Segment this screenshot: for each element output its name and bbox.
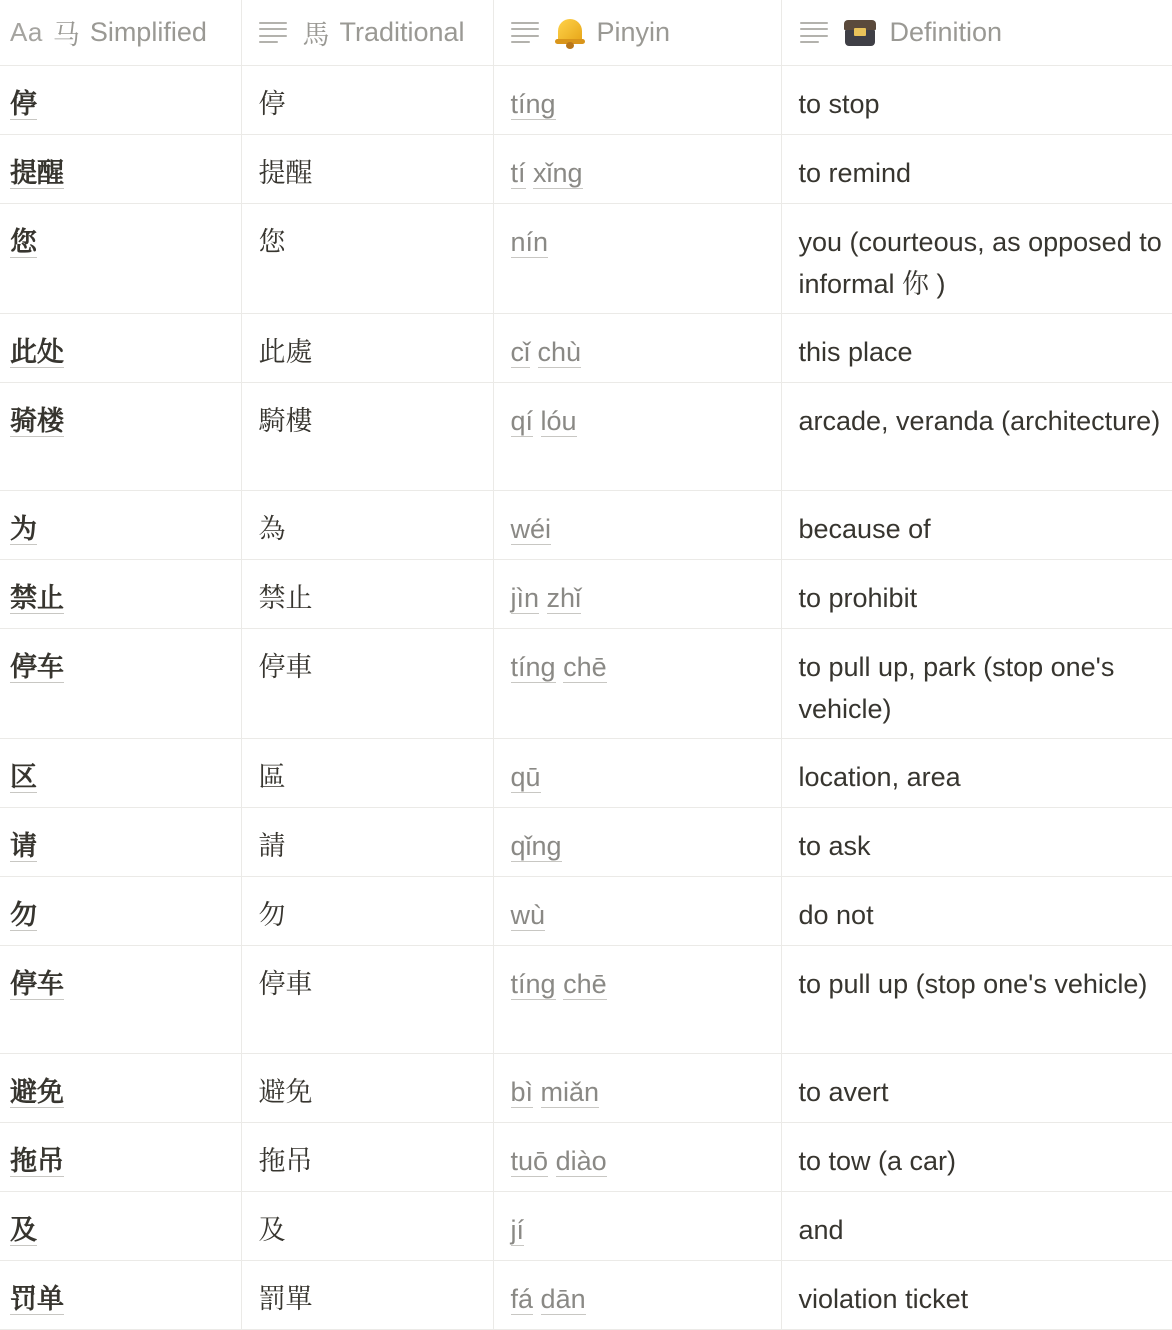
cell-pinyin[interactable] (493, 1054, 781, 1123)
definition-text: to avert (798, 1077, 889, 1107)
cell-pinyin[interactable] (493, 66, 781, 135)
cell-traditional[interactable] (241, 314, 493, 383)
pinyin-syllable: tíng (510, 969, 556, 999)
pinyin-syllable: cǐ (510, 337, 530, 367)
cell-pinyin[interactable] (493, 314, 781, 383)
cell-pinyin[interactable] (493, 204, 781, 314)
pinyin-syllable: jí (510, 1215, 524, 1245)
cell-simplified[interactable] (0, 66, 241, 135)
traditional-text: 騎樓 (258, 406, 313, 436)
traditional-text: 提醒 (258, 158, 313, 188)
text-lines-icon (800, 22, 828, 44)
pinyin-syllable: chù (537, 337, 582, 367)
traditional-text: 停車 (258, 969, 313, 999)
cell-simplified[interactable] (0, 1261, 241, 1330)
pinyin-syllable: dān (540, 1284, 586, 1314)
cell-simplified[interactable] (0, 314, 241, 383)
column-header-label: Pinyin (596, 17, 671, 47)
traditional-text: 避免 (258, 1077, 313, 1107)
cell-simplified[interactable] (0, 1192, 241, 1261)
cell-traditional[interactable] (241, 1261, 493, 1330)
cell-traditional[interactable] (241, 66, 493, 135)
cell-definition[interactable] (781, 739, 1172, 808)
pinyin-syllable: zhǐ (546, 583, 582, 613)
pinyin-syllable: fá (510, 1284, 534, 1314)
cell-definition[interactable] (781, 491, 1172, 560)
pinyin-syllable: qǐng (510, 831, 562, 861)
table-row[interactable] (0, 66, 1172, 135)
column-header-label: Traditional (339, 17, 465, 47)
card-box-emoji-icon (844, 20, 876, 46)
cell-simplified[interactable] (0, 135, 241, 204)
cell-simplified[interactable] (0, 739, 241, 808)
cell-definition[interactable] (781, 629, 1172, 739)
column-header-traditional[interactable] (241, 0, 493, 66)
cell-simplified[interactable] (0, 629, 241, 739)
pinyin-syllable: diào (555, 1146, 607, 1176)
cell-pinyin[interactable] (493, 491, 781, 560)
table-row[interactable] (0, 629, 1172, 739)
simplified-text: 禁止 (10, 583, 64, 613)
pinyin-syllable: tíng (510, 89, 556, 119)
definition-text: to ask (798, 831, 871, 861)
cell-pinyin[interactable] (493, 560, 781, 629)
cell-pinyin[interactable] (493, 383, 781, 491)
cell-traditional[interactable] (241, 491, 493, 560)
cell-pinyin[interactable] (493, 808, 781, 877)
cell-traditional[interactable] (241, 946, 493, 1054)
table-row[interactable] (0, 1123, 1172, 1192)
table-body (0, 66, 1172, 1330)
cell-definition[interactable] (781, 204, 1172, 314)
pinyin-syllable: bì (510, 1077, 534, 1107)
cell-pinyin[interactable] (493, 1123, 781, 1192)
cell-definition[interactable] (781, 1123, 1172, 1192)
pinyin-syllable: chē (563, 969, 607, 999)
definition-text: to tow (a car) (798, 1146, 957, 1176)
cell-traditional[interactable] (241, 808, 493, 877)
bell-emoji-icon (555, 17, 585, 49)
simplified-text: 停车 (10, 652, 64, 682)
cell-definition[interactable] (781, 1192, 1172, 1261)
cell-simplified[interactable] (0, 877, 241, 946)
simplified-text: 罚单 (10, 1284, 64, 1314)
pinyin-syllable: tíng (510, 652, 556, 682)
cell-traditional[interactable] (241, 560, 493, 629)
pinyin-syllable: wéi (510, 514, 552, 544)
cell-simplified[interactable] (0, 383, 241, 491)
cell-pinyin[interactable] (493, 1261, 781, 1330)
cell-definition[interactable] (781, 66, 1172, 135)
table-row[interactable] (0, 204, 1172, 314)
cell-pinyin[interactable] (493, 946, 781, 1054)
cell-pinyin[interactable] (493, 877, 781, 946)
table-row[interactable] (0, 560, 1172, 629)
table-row[interactable] (0, 383, 1172, 491)
cell-pinyin[interactable] (493, 629, 781, 739)
column-header-mark: 马 (52, 20, 80, 50)
simplified-text: 停 (10, 89, 37, 119)
pinyin-syllable: tuō (510, 1146, 549, 1176)
cell-simplified[interactable] (0, 204, 241, 314)
definition-text: this place (798, 337, 913, 367)
table-row[interactable] (0, 314, 1172, 383)
cell-definition[interactable] (781, 314, 1172, 383)
definition-text: location, area (798, 762, 961, 792)
table-row[interactable] (0, 1261, 1172, 1330)
simplified-text: 及 (10, 1215, 37, 1245)
column-header-definition[interactable] (781, 0, 1172, 66)
traditional-text: 停車 (258, 652, 313, 682)
cell-traditional[interactable] (241, 1192, 493, 1261)
cell-simplified[interactable] (0, 946, 241, 1054)
cell-simplified[interactable] (0, 491, 241, 560)
traditional-text: 區 (258, 762, 286, 792)
pinyin-syllable: lóu (540, 406, 577, 436)
cell-simplified[interactable] (0, 1054, 241, 1123)
table-row[interactable] (0, 946, 1172, 1054)
column-header-pinyin[interactable] (493, 0, 781, 66)
pinyin-syllable: chē (563, 652, 607, 682)
pinyin-syllable: xǐng (533, 158, 583, 188)
cell-simplified[interactable] (0, 1123, 241, 1192)
traditional-text: 您 (258, 227, 286, 257)
simplified-text: 避免 (10, 1077, 64, 1107)
pinyin-syllable: miǎn (540, 1077, 600, 1107)
pinyin-syllable: wù (510, 900, 546, 930)
definition-text: to pull up (stop one's vehicle) (798, 969, 1148, 999)
cell-pinyin[interactable] (493, 1192, 781, 1261)
cell-traditional[interactable] (241, 1123, 493, 1192)
definition-text: to prohibit (798, 583, 918, 613)
simplified-text: 请 (10, 831, 37, 861)
traditional-text: 拖吊 (258, 1146, 313, 1176)
cell-definition[interactable] (781, 1261, 1172, 1330)
cell-simplified[interactable] (0, 560, 241, 629)
simplified-text: 为 (10, 514, 37, 544)
simplified-text: 您 (10, 227, 37, 257)
pinyin-syllable: qū (510, 762, 541, 792)
traditional-text: 為 (258, 514, 286, 544)
cell-definition[interactable] (781, 383, 1172, 491)
traditional-text: 禁止 (258, 583, 313, 613)
traditional-text: 請 (258, 831, 286, 861)
text-lines-icon (259, 22, 287, 44)
definition-text: because of (798, 514, 931, 544)
column-header-simplified[interactable] (0, 0, 241, 66)
title-type-icon: Aa (10, 17, 43, 47)
table-row[interactable] (0, 1054, 1172, 1123)
pinyin-syllable: tí (510, 158, 526, 188)
pinyin-syllable: jìn (510, 583, 540, 613)
pinyin-syllable: nín (510, 227, 549, 257)
definition-text: violation ticket (798, 1284, 969, 1314)
traditional-text: 勿 (258, 900, 286, 930)
simplified-text: 拖吊 (10, 1146, 64, 1176)
cell-definition[interactable] (781, 808, 1172, 877)
simplified-text: 此处 (10, 337, 64, 367)
table-row[interactable] (0, 491, 1172, 560)
table-row[interactable] (0, 739, 1172, 808)
cell-traditional[interactable] (241, 135, 493, 204)
table-row[interactable] (0, 877, 1172, 946)
cell-definition[interactable] (781, 560, 1172, 629)
cell-pinyin[interactable] (493, 135, 781, 204)
table-header-row (0, 0, 1172, 66)
column-header-label: Simplified (89, 17, 207, 47)
traditional-text: 罰單 (258, 1284, 313, 1314)
definition-text: to stop (798, 89, 880, 119)
traditional-text: 停 (258, 89, 286, 119)
column-header-label: Definition (889, 17, 1003, 47)
cell-traditional[interactable] (241, 877, 493, 946)
simplified-text: 停车 (10, 969, 64, 999)
table-row[interactable] (0, 808, 1172, 877)
text-lines-icon (511, 22, 539, 44)
cell-definition[interactable] (781, 135, 1172, 204)
pinyin-syllable: qí (510, 406, 534, 436)
simplified-text: 提醒 (10, 158, 64, 188)
cell-definition[interactable] (781, 877, 1172, 946)
cell-traditional[interactable] (241, 383, 493, 491)
table-row[interactable] (0, 135, 1172, 204)
cell-traditional[interactable] (241, 1054, 493, 1123)
cell-traditional[interactable] (241, 204, 493, 314)
definition-text: to pull up, park (stop one's vehicle) (798, 652, 1115, 724)
cell-simplified[interactable] (0, 808, 241, 877)
cell-definition[interactable] (781, 946, 1172, 1054)
table-row[interactable] (0, 1192, 1172, 1261)
simplified-text: 区 (10, 762, 37, 792)
cell-definition[interactable] (781, 1054, 1172, 1123)
definition-text: arcade, veranda (architecture) (798, 406, 1161, 436)
definition-text: do not (798, 900, 874, 930)
definition-text: to remind (798, 158, 912, 188)
cell-traditional[interactable] (241, 739, 493, 808)
simplified-text: 勿 (10, 900, 37, 930)
cell-pinyin[interactable] (493, 739, 781, 808)
traditional-text: 及 (258, 1215, 286, 1245)
traditional-text: 此處 (258, 337, 313, 367)
definition-text: and (798, 1215, 844, 1245)
column-header-mark: 馬 (302, 20, 330, 50)
simplified-text: 骑楼 (10, 406, 64, 436)
definition-text: you (courteous, as opposed to informal 你 ) (798, 227, 1162, 299)
cell-traditional[interactable] (241, 629, 493, 739)
